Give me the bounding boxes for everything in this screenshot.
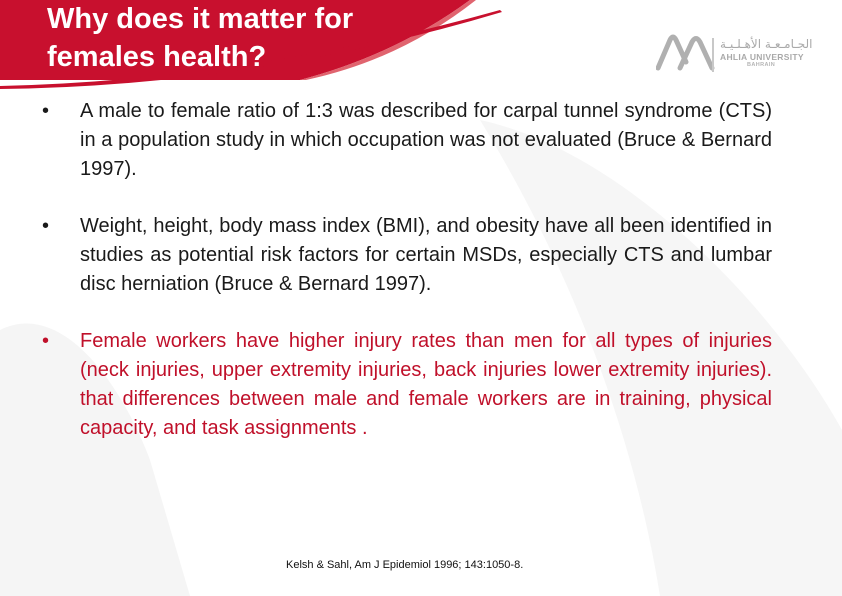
bullet-item	[30, 97, 772, 184]
bullet-item	[30, 212, 772, 299]
citation: Kelsh & Sahl, Am J Epidemiol 1996; 143:1050-8.	[286, 559, 524, 571]
title-line-1: Why does it matter for	[47, 3, 354, 35]
title-line-2: females health?	[47, 41, 267, 73]
bullet-text: Female workers have higher injury rates than men for all types of injuries (neck injuries, upper extremity injuries, back injuries lower extremity injuries). that differences between male and female workers are in training, physical capacity, and task assignments .	[80, 330, 772, 439]
bullet-marker: •	[42, 215, 50, 237]
bullet-text: A male to female ratio of 1:3 was described for carpal tunnel syndrome (CTS) in a population study in which occupation was not evaluated (Bruce & Bernard 1997).	[80, 100, 772, 180]
logo-arabic-text: الجـامـعـة الأهـلـيـة	[720, 37, 813, 51]
bullet-text: Weight, height, body mass index (BMI), and obesity have all been identified in studies as potential risk factors for certain MSDs, especially CTS and lumbar disc herniation (Bruce & Bernard 1997).	[80, 215, 772, 295]
page-title	[47, 0, 467, 76]
bullet-marker: •	[42, 100, 50, 122]
logo-sub-text: BAHRAIN	[747, 62, 776, 68]
bullet-marker: •	[42, 330, 50, 352]
bullet-list	[30, 97, 772, 443]
bullet-item	[30, 327, 772, 443]
logo-english-text: AHLIA UNIVERSITY	[720, 52, 804, 62]
